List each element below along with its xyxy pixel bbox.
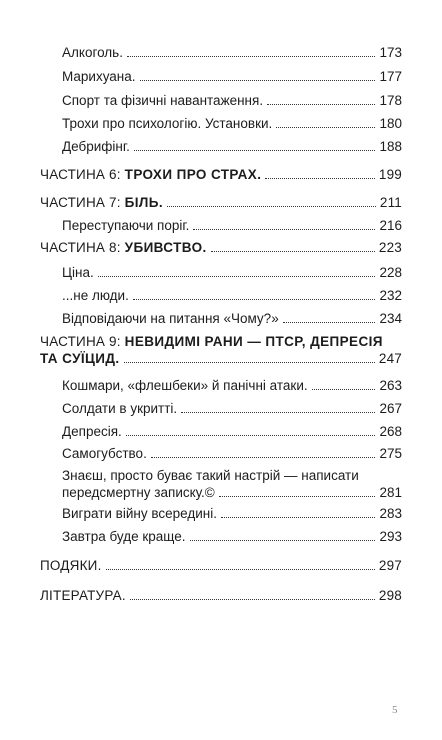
dot-leader	[181, 412, 375, 413]
dot-leader	[98, 276, 376, 277]
dot-leader	[124, 362, 375, 363]
toc-entry-suicide: Самогубство. 275	[62, 446, 402, 461]
toc-entry-depression: Депресія. 268	[62, 424, 402, 439]
dot-leader	[283, 322, 376, 323]
dot-leader	[127, 56, 376, 57]
dot-leader	[219, 496, 376, 497]
toc-entry-sport: Спорт та фізичні навантаження. 178	[62, 93, 402, 108]
dot-leader	[221, 517, 376, 518]
toc-entry-alcohol: Алкоголь. 173	[62, 45, 402, 60]
toc-entry-tomorrow: Завтра буде краще. 293	[62, 529, 402, 544]
toc-acknowledgements: ПОДЯКИ. 297	[40, 558, 402, 573]
dot-leader	[126, 435, 376, 436]
toc-entry-debriefing: Дебрифінг. 188	[62, 139, 402, 154]
dot-leader	[151, 457, 376, 458]
toc-literature: ЛІТЕРАТУРА. 298	[40, 588, 402, 603]
dot-leader	[167, 206, 376, 207]
toc-entry-marijuana: Марихуана. 177	[62, 69, 402, 84]
toc-entry-win-war: Виграти війну всередині. 283	[62, 506, 402, 521]
dot-leader	[190, 540, 376, 541]
toc-entry-psychology: Трохи про психологію. Установки. 180	[62, 116, 402, 131]
dot-leader	[133, 299, 376, 300]
dot-leader	[312, 389, 376, 390]
dot-leader	[134, 150, 376, 151]
dot-leader	[267, 104, 375, 105]
toc-entry-price: Ціна. 228	[62, 265, 402, 280]
toc-entry-why: Відповідаючи на питання «Чому?» 234	[62, 311, 402, 326]
toc-entry-soldiers: Солдати в укритті. 267	[62, 401, 402, 416]
toc-part-8: ЧАСТИНА 8: УБИВСТВО. 223	[40, 240, 402, 255]
dot-leader	[140, 80, 376, 81]
page-number: 5	[392, 704, 398, 716]
toc-part-7: ЧАСТИНА 7: БІЛЬ. 211	[40, 195, 402, 210]
dot-leader	[265, 178, 375, 179]
dot-leader	[193, 229, 375, 230]
toc-entry-threshold: Переступаючи поріг. 216	[62, 218, 402, 233]
dot-leader	[211, 251, 375, 252]
dot-leader	[106, 569, 375, 570]
dot-leader	[130, 599, 375, 600]
toc-entry-not-people: ...не люди. 232	[62, 288, 402, 303]
dot-leader	[276, 127, 375, 128]
toc-part-6: ЧАСТИНА 6: ТРОХИ ПРО СТРАХ. 199	[40, 167, 402, 182]
toc-part-9: ЧАСТИНА 9: НЕВИДИМІ РАНИ — ПТСР, ДЕПРЕСІЯ ТА СУЇЦИД. 247	[40, 334, 402, 366]
toc-entry-nightmares: Кошмари, «флешбеки» й панічні атаки. 263	[62, 378, 402, 393]
toc-entry-note: Знаєш, просто буває такий настрій — написати передсмертну записку.© 281	[62, 468, 402, 500]
